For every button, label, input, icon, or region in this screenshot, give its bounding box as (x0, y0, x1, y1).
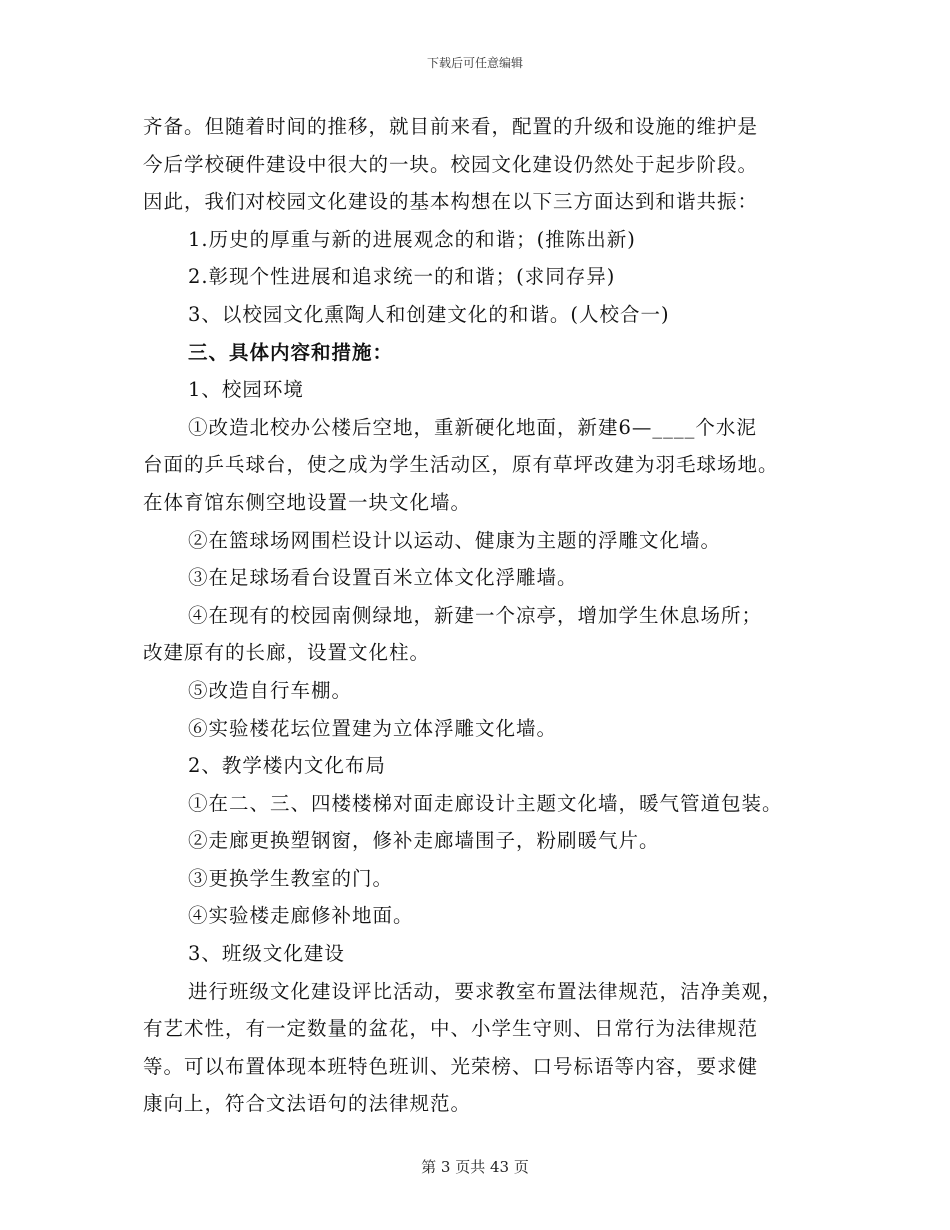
document-body (143, 108, 823, 1123)
text-line: 台面的乒乓球台，使之成为学生活动区，原有草坪改建为羽毛球场地。 (143, 453, 779, 477)
text-line: 3、班级文化建设 (188, 942, 345, 966)
text-line: ①在二、三、四楼楼梯对面走廊设计主题文化墙，暖气管道包装。 (188, 791, 783, 815)
text-line: 有艺术性，有一定数量的盆花，中、小学生守则、日常行为法律规范 (143, 1017, 759, 1041)
page-header: 下载后可任意编辑 (426, 56, 523, 70)
text-line: ③更换学生教室的门。 (188, 866, 394, 890)
text-line: 齐备。但随着时间的推移，就目前来看，配置的升级和设施的维护是 (143, 115, 759, 138)
section-heading: 三、具体内容和措施： (188, 340, 394, 364)
text-line: 改建原有的长廊，设置文化柱。 (143, 641, 431, 665)
text-line: ②走廊更换塑钢窗，修补走廊墙围子，粉刷暖气片。 (188, 829, 660, 853)
text-line: 3、以校园文化熏陶人和创建文化的和谐。(人校合一) (188, 302, 670, 326)
text-line: 1、校园环境 (188, 378, 304, 402)
text-line: 2、教学楼内文化布局 (188, 754, 386, 778)
text-line: 进行班级文化建设评比活动，要求教室布置法律规范，洁净美观， (188, 979, 783, 1003)
text-line: ④实验楼走廊修补地面。 (188, 904, 414, 928)
page-footer: 第 3 页共 43 页 (421, 1158, 529, 1176)
text-line: 等。可以布置体现本班特色班训、光荣榜、口号标语等内容，要求健 (143, 1054, 759, 1078)
text-line: 因此，我们对校园文化建设的基本构想在以下三方面达到和谐共振： (143, 190, 759, 214)
text-line: ③在足球场看台设置百米立体文化浮雕墙。 (188, 566, 578, 590)
text-line: 今后学校硬件建设中很大的一块。校园文化建设仍然处于起步阶段。 (143, 152, 759, 176)
text-line: ⑤改造自行车棚。 (188, 678, 353, 702)
text-line: ⑥实验楼花坛位置建为立体浮雕文化墙。 (188, 716, 558, 740)
text-line: 康向上，符合文法语句的法律规范。 (143, 1092, 472, 1116)
text-line: ④在现有的校园南侧绿地，新建一个凉亭，增加学生休息场所； (188, 603, 763, 627)
text-line: ①改造北校办公楼后空地，重新硬化地面，新建6—____个水泥 (188, 415, 757, 439)
text-line: 在体育馆东侧空地设置一块文化墙。 (143, 490, 472, 514)
text-line: 2.彰现个性进展和追求统一的和谐；(求同存异) (188, 265, 616, 289)
text-line: ②在篮球场网围栏设计以运动、健康为主题的浮雕文化墙。 (188, 528, 722, 552)
text-line: 1.历史的厚重与新的进展观念的和谐；(推陈出新) (188, 227, 636, 251)
